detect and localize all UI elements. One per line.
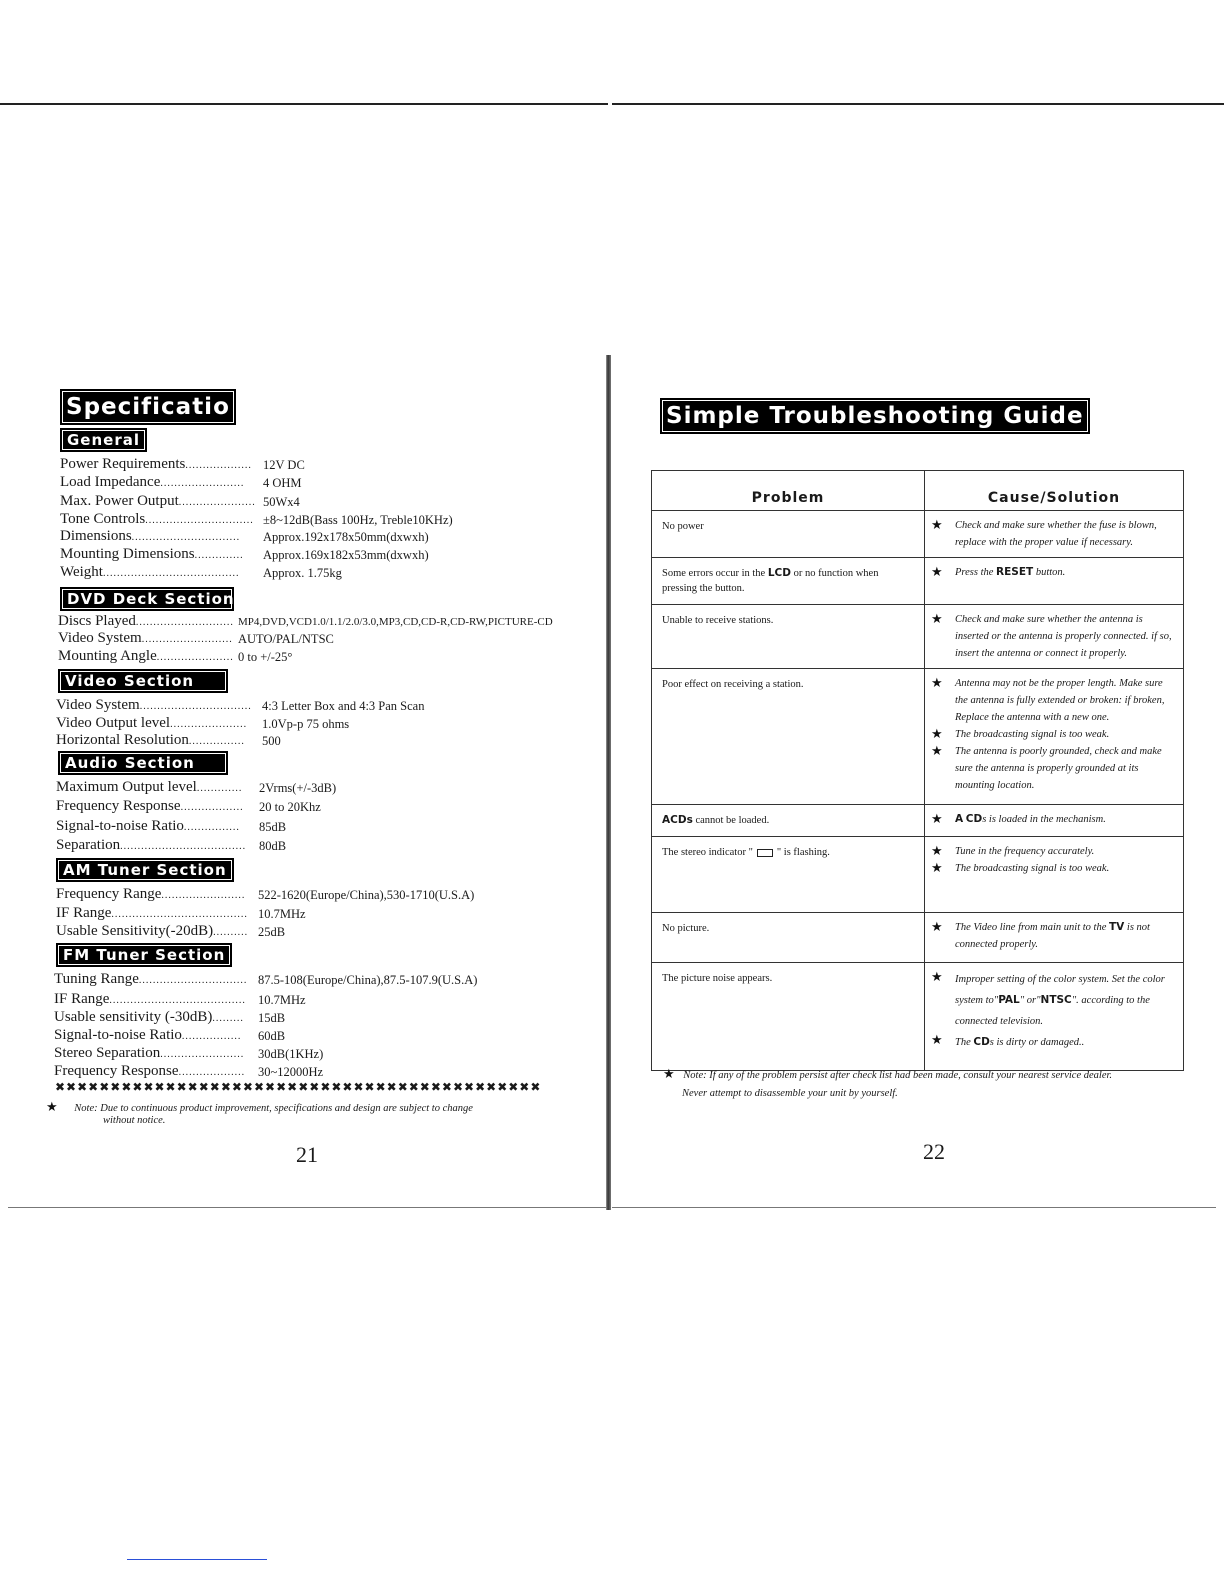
spec-row [54, 990, 306, 1008]
problem-cell [652, 837, 925, 913]
star-icon: ★ [931, 920, 943, 935]
spec-leader-dots: .......................... [141, 634, 233, 645]
star-icon: ★ [931, 844, 943, 859]
solution-text: The antenna is poorly grounded, check and make sure the antenna is properly grounded at its mounting location. [955, 746, 1162, 791]
table-row [652, 511, 1184, 558]
book-spine [606, 355, 611, 1210]
spec-leader-dots: ....................................... [111, 909, 248, 920]
section-heading: DVD Deck Section [60, 587, 234, 611]
spec-leader-dots: ........................ [161, 890, 246, 901]
spec-row [58, 629, 334, 647]
section-heading: FM Tuner Section [56, 943, 232, 967]
spec-row [60, 545, 429, 563]
spec-label: Tone Controls [60, 511, 146, 527]
table-row [652, 963, 1184, 1071]
star-icon: ★ [931, 676, 943, 691]
spec-label: Frequency Response [56, 798, 181, 814]
spec-row [60, 563, 342, 581]
spec-label: Signal-to-noise Ratio [54, 1027, 182, 1043]
spec-leader-dots: ....................................... [102, 568, 240, 579]
spec-label: Frequency Response [54, 1063, 179, 1079]
problem-cell: The picture noise appears. [652, 963, 925, 1071]
solution-text: The [955, 1037, 971, 1048]
spec-row [56, 778, 337, 796]
star-icon: ★ [931, 1033, 943, 1048]
spec-leader-dots: ............. [196, 783, 243, 794]
spec-row [56, 885, 475, 903]
spec-leader-dots: ...................... [178, 497, 256, 508]
spec-label: Usable sensitivity (-30dB) [54, 1009, 213, 1025]
star-icon: ★ [931, 612, 943, 627]
solution-text: ". according to the connected television. [955, 995, 1150, 1027]
spec-label: Usable Sensitivity(-20dB) [56, 923, 214, 939]
solution-text: " or" [1019, 995, 1041, 1006]
troubleshooting-note [663, 1066, 1183, 1103]
separator-line: ✖✖✖✖✖✖✖✖✖✖✖✖✖✖✖✖✖✖✖✖✖✖✖✖✖✖✖✖✖✖✖✖✖✖✖✖✖✖✖✖✖✖✖✖ [55, 1080, 542, 1094]
spec-leader-dots: ............................... [131, 532, 241, 543]
spec-label: Dimensions [60, 528, 132, 544]
spec-label: Mounting Dimensions [60, 546, 195, 562]
spec-row [56, 731, 281, 749]
spec-leader-dots: ............................ [135, 617, 234, 628]
solution-text: Check and make sure whether the antenna is inserted or the antenna is properly connected. if so, insert the antenna or connect it properly. [955, 614, 1172, 659]
spec-value: Approx. 1.75kg [263, 566, 342, 580]
spec-label: Tuning Range [54, 971, 139, 987]
spec-row [54, 1008, 286, 1026]
spec-label: IF Range [56, 905, 112, 921]
problem-cell: No picture. [652, 913, 925, 963]
acd-suffix: s [686, 814, 693, 826]
problem-cell: No power [652, 511, 925, 558]
spec-leader-dots: ................. [181, 1031, 242, 1042]
spec-row [56, 904, 306, 922]
spec-row [54, 970, 478, 988]
spec-value: 30~12000Hz [258, 1065, 324, 1079]
spec-leader-dots: ......... [212, 1013, 244, 1024]
page-bottom-rule [8, 1207, 608, 1208]
star-icon: ★ [931, 812, 943, 827]
col-header-problem: Problem [652, 471, 925, 511]
spec-value: 10.7MHz [258, 907, 306, 921]
solution-cell [925, 805, 1184, 837]
spec-label: Signal-to-noise Ratio [56, 818, 184, 834]
troubleshooting-title: Simple Troubleshooting Guide [660, 398, 1090, 434]
spec-value: 30dB(1KHz) [258, 1047, 324, 1061]
spec-value: ±8~12dB(Bass 100Hz, Treble10KHz) [263, 513, 453, 527]
stereo-indicator-icon [757, 849, 773, 857]
star-icon: ★ [931, 861, 943, 876]
page-number-right: 22 [923, 1139, 945, 1164]
section-heading: Audio Section [58, 751, 228, 775]
spec-value: 60dB [258, 1029, 286, 1043]
cd-label: CD [965, 813, 983, 825]
spec-row [60, 510, 453, 528]
solution-text: Tune in the frequency accurately. [955, 846, 1095, 857]
spec-note-line2: without notice. [103, 1115, 166, 1126]
problem-text: Some errors occur in the [662, 568, 766, 579]
problem-cell: Unable to receive stations. [652, 605, 925, 669]
section-heading: AM Tuner Section [56, 858, 234, 882]
spec-leader-dots: .......... [213, 927, 249, 938]
spec-label: Separation [56, 837, 121, 853]
spec-leader-dots: ................... [185, 460, 252, 471]
spec-note [46, 1102, 566, 1127]
spec-value: 10.7MHz [258, 993, 306, 1007]
spec-label: Video Output level [56, 715, 171, 731]
spec-value: Approx.192x178x50mm(dxwxh) [263, 530, 429, 544]
lcd-label: LCD [767, 567, 791, 579]
page-top-rule-right [612, 103, 1224, 105]
spec-value: 87.5-108(Europe/China),87.5-107.9(U.S.A) [258, 973, 478, 987]
table-row [652, 837, 1184, 913]
spec-value: 80dB [259, 839, 287, 853]
spec-label: Mounting Angle [58, 648, 157, 664]
star-icon: ★ [931, 518, 943, 533]
spec-value: 12V DC [263, 458, 305, 472]
solution-text: The Video line from main unit to the [955, 922, 1107, 933]
spec-value: 500 [262, 734, 281, 748]
acd-label: ACD [662, 814, 687, 826]
solution-a: A [955, 813, 964, 825]
spec-leader-dots: ........................ [160, 1049, 245, 1060]
reset-label: RESET [996, 566, 1034, 578]
spec-row [60, 527, 429, 545]
spec-leader-dots: .................. [180, 802, 244, 813]
table-header-row [652, 471, 1184, 511]
spec-label: Frequency Range [56, 886, 162, 902]
spec-value: 50Wx4 [263, 495, 300, 509]
spec-value: MP4,DVD,VCD1.0/1.1/2.0/3.0,MP3,CD,CD-R,CD-RW,PICTURE-CD [238, 616, 553, 628]
spec-row [56, 696, 425, 714]
solution-text: s is dirty or damaged.. [989, 1037, 1085, 1048]
solution-cell [925, 669, 1184, 805]
spec-leader-dots: ....................................... [109, 995, 246, 1006]
solution-text: The broadcasting signal is too weak. [955, 863, 1110, 874]
spec-value: 4:3 Letter Box and 4:3 Pan Scan [262, 699, 425, 713]
spec-row [60, 492, 300, 510]
spec-leader-dots: ........................ [160, 478, 245, 489]
spec-value: 522-1620(Europe/China),530-1710(U.S.A) [258, 888, 475, 902]
star-icon: ★ [663, 1067, 675, 1082]
spec-leader-dots: ............................... [138, 975, 248, 986]
troubleshooting-table [651, 470, 1184, 1071]
spec-value: 15dB [258, 1011, 286, 1025]
ntsc-label: NTSC [1040, 994, 1072, 1006]
spec-value: 4 OHM [263, 476, 302, 490]
spec-leader-dots: ................ [188, 736, 245, 747]
spec-label: Load Impedance [60, 474, 161, 490]
spec-note-line1: Note: Due to continuous product improvement, specifications and design are subject to change [74, 1103, 473, 1114]
solution-text: Press the [955, 567, 994, 578]
spec-label: Power Requirements [60, 456, 186, 472]
table-row [652, 605, 1184, 669]
problem-text: " is flashing. [776, 847, 830, 858]
spec-label: Discs Played [58, 613, 136, 629]
spec-leader-dots: ............................... [145, 515, 254, 526]
spec-label: IF Range [54, 991, 110, 1007]
problem-cell: Poor effect on receiving a station. [652, 669, 925, 805]
table-row [652, 669, 1184, 805]
spec-label: Horizontal Resolution [56, 732, 189, 748]
spec-label: Video System [56, 697, 140, 713]
spec-row [58, 647, 293, 665]
footer-link-underline[interactable] [127, 1559, 267, 1560]
star-icon: ★ [46, 1100, 58, 1115]
tv-label: TV [1108, 921, 1125, 933]
spec-row [56, 922, 286, 940]
spec-leader-dots: ................................ [139, 701, 252, 712]
solution-text: button. [1035, 567, 1066, 578]
solution-text: is not connected properly. [955, 922, 1150, 950]
spec-title: Specificatio [60, 389, 236, 425]
problem-text: cannot be loaded. [695, 815, 770, 826]
problem-cell [652, 805, 925, 837]
table-row [652, 913, 1184, 963]
spec-label: Weight [60, 564, 103, 580]
pal-label: PAL [998, 994, 1020, 1006]
spec-row [60, 455, 305, 473]
spec-row [56, 714, 350, 732]
solution-text: s is loaded in the mechanism. [982, 814, 1106, 825]
spec-row [56, 817, 287, 835]
spec-label: Video System [58, 630, 142, 646]
spec-leader-dots: ................ [183, 822, 240, 833]
spec-row [56, 797, 321, 815]
problem-cell [652, 558, 925, 605]
spec-label: Stereo Separation [54, 1045, 161, 1061]
page-top-rule [0, 103, 608, 105]
spec-row [58, 612, 553, 630]
solution-cell [925, 837, 1184, 913]
spec-row [54, 1026, 286, 1044]
section-heading: Video Section [58, 669, 228, 693]
spec-row [54, 1062, 324, 1080]
solution-cell [925, 913, 1184, 963]
spec-leader-dots: .............. [194, 550, 244, 561]
cd-label: CD [973, 1036, 990, 1048]
spec-value: Approx.169x182x53mm(dxwxh) [263, 548, 429, 562]
solution-cell [925, 963, 1184, 1071]
spec-label: Maximum Output level [56, 779, 197, 795]
solution-text: Check and make sure whether the fuse is blown, replace with the proper value if necessary. [955, 520, 1157, 548]
page-number-left: 21 [296, 1142, 318, 1167]
spec-value: 0 to +/-25° [238, 650, 293, 664]
section-heading: General [60, 428, 147, 452]
star-icon: ★ [931, 727, 943, 742]
spec-value: 25dB [258, 925, 286, 939]
spec-leader-dots: .................................... [120, 841, 247, 852]
spec-value: 20 to 20Khz [259, 800, 321, 814]
col-header-solution: Cause/Solution [925, 471, 1184, 511]
table-row [652, 558, 1184, 605]
star-icon: ★ [931, 565, 943, 580]
page-bottom-rule-right [612, 1207, 1216, 1208]
spec-row [60, 473, 302, 491]
spec-value: 2Vrms(+/-3dB) [259, 781, 337, 795]
solution-text: Improper setting of the color system. Set the color system to" [955, 974, 1165, 1006]
spec-value: 1.0Vp-p 75 ohms [262, 717, 350, 731]
star-icon: ★ [931, 970, 943, 985]
solution-text: The broadcasting signal is too weak. [955, 729, 1110, 740]
solution-text: Antenna may not be the proper length. Make sure the antenna is fully extended or broken: if broken, Replace the antenna with a new one. [955, 678, 1165, 723]
star-icon: ★ [931, 744, 943, 759]
spec-row [56, 836, 287, 854]
spec-label: Max. Power Output [60, 493, 179, 509]
spec-leader-dots: ...................... [170, 719, 248, 730]
troubleshooting-note-line2: Never attempt to disassemble your unit by yourself. [682, 1088, 898, 1099]
spec-value: AUTO/PAL/NTSC [238, 632, 334, 646]
spec-leader-dots: ...................... [156, 652, 234, 663]
table-row [652, 805, 1184, 837]
solution-cell [925, 605, 1184, 669]
spec-value: 85dB [259, 820, 287, 834]
spec-leader-dots: ................... [178, 1067, 246, 1078]
spec-row [54, 1044, 324, 1062]
troubleshooting-note-line1: Note: If any of the problem persist after check list had been made, consult your nearest service dealer. [683, 1070, 1113, 1081]
problem-text: The stereo indicator " [662, 847, 753, 858]
solution-cell [925, 558, 1184, 605]
problem-text: or no function when pressing the button. [662, 568, 879, 594]
solution-cell [925, 511, 1184, 558]
